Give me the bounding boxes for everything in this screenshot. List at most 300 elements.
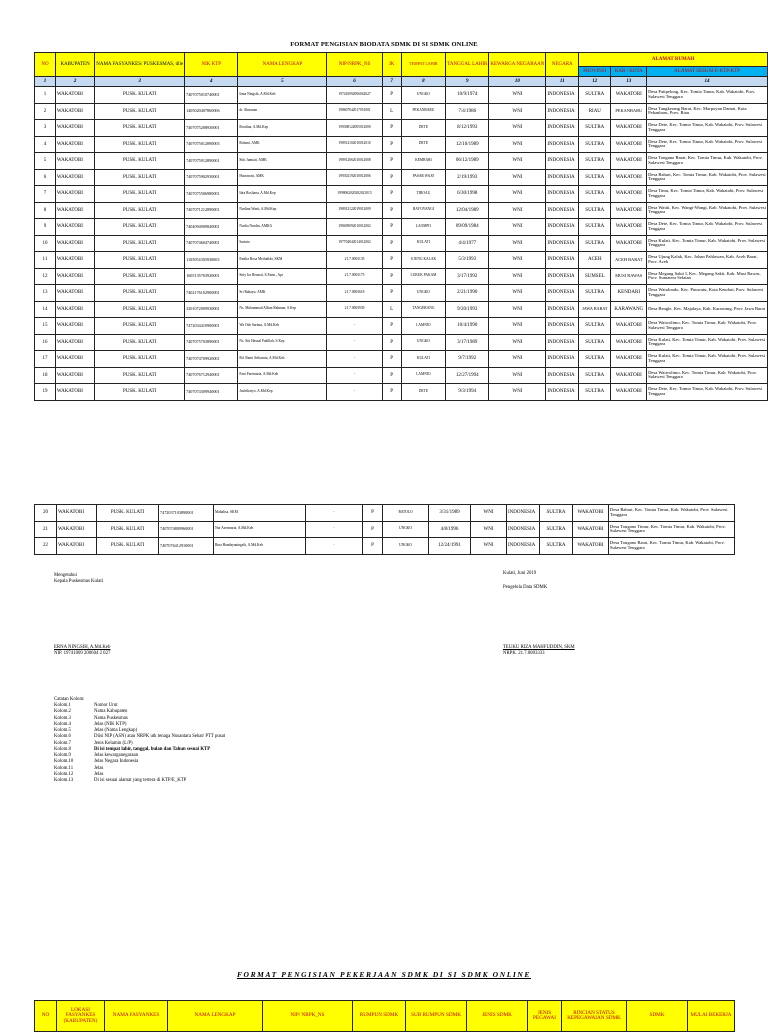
kewarganegaraan-cell: WNI [489,351,546,368]
header-kabupaten: KABUPATEN [55,53,94,77]
nik-cell: 7407075506980001 [185,186,238,203]
table-row [35,169,768,186]
sign-right-place: Kulati, Juni 2019 [503,571,537,576]
nama-cell: Sarinia [238,235,327,252]
kabupaten-cell: WAKATOBI [55,384,94,401]
nip-cell: - [306,538,363,555]
nama-cell: Hasrawati, AMK [238,169,327,186]
provinsi-cell: JAWA BARAT [579,301,611,318]
nip-cell: 21.7.0003175 [327,268,382,285]
tempat-lahir-cell: UJUNG KALAK [401,252,446,269]
provinsi-cell: SULTRA [579,169,611,186]
kab-kota-cell: WAKATOBI [611,318,647,335]
provinsi-cell: SULTRA [540,505,573,522]
header-fasyankes: NAMA FASYANKES/ PUSKESMAS, dlle [95,53,185,77]
kewarganegaraan-cell: WNI [489,202,546,219]
tanggal-lahir-cell: 9/3/1994 [446,384,489,401]
pekerjaan-header-cell: LOKASI FASYANKES (KABUPATEN) [57,1001,105,1032]
header-provinsi: PROVINSI [579,67,611,77]
tempat-lahir-cell: DETE [401,120,446,137]
provinsi-cell: SUMSEL [579,268,611,285]
note-value: Nama Kabupaten [94,709,128,715]
negara-cell: INDONESIA [507,505,540,522]
row-number: 4 [35,136,56,153]
jk-cell: P [382,235,401,252]
nik-cell: 7407075912890001 [185,153,238,170]
negara-cell: INDONESIA [546,301,579,318]
kabupaten-cell: WAKATOBI [55,285,94,302]
nama-cell: Fani Fareinaria, A.Md.Keb [238,367,327,384]
tempat-lahir-cell: BATOLO [383,505,429,522]
nik-cell: 7407075208930001 [185,120,238,137]
tempat-lahir-cell: TIROAU [401,186,446,203]
jk-cell: P [363,521,383,538]
fasyankes-cell: PUSK. KULATI [95,153,185,170]
note-key: Kolom.1 [54,703,71,709]
sign-left-name: ERNA NINGSIH, A.Md.Keb [54,645,111,650]
row-number: 8 [35,202,56,219]
row-number: 19 [35,384,56,401]
alamat-cell: Desa Dete, Kec. Tomia Timur, Kab. Wakatobi, Prov. Sulawesi Tenggara [647,384,768,401]
table-row [35,334,768,351]
nip-cell: 21.7.0003939 [327,301,382,318]
pekerjaan-header-cell: RUMPUN SDMK [353,1001,406,1032]
jk-cell: P [382,136,401,153]
jk-cell: P [382,334,401,351]
sign-right-name: TEUKU RIZA MAHFUDDIN, SKM [503,645,575,650]
jk-cell: P [382,318,401,335]
row-number: 5 [35,153,56,170]
nik-cell: 7407075703890001 [185,334,238,351]
kabupaten-cell: WAKATOBI [57,505,97,522]
alamat-cell: Desa Kulati, Kec. Tomia Timur, Kab. Wakatobi, Prov. Sulawesi Tenggara [647,351,768,368]
signature-right [503,571,547,591]
kewarganegaraan-cell: WNI [489,235,546,252]
provinsi-cell: SULTRA [540,538,573,555]
column-number-row [35,77,768,87]
alamat-cell: Desa Bengle, Kec. Majalaya, Kab. Karawang, Prov. Jawa Barat [647,301,768,318]
negara-cell: INDONESIA [546,186,579,203]
kab-kota-cell: WAKATOBI [611,351,647,368]
alamat-cell: Desa Ujung Kalak, Kec. Johan Pahlawan, Kab. Aceh Barat, Prov. Aceh [647,252,768,269]
alamat-cell: Desa Timu, Kec. Tomia Timur, Kab. Wakatobi, Prov. Sulawesi Tenggara [647,186,768,203]
nama-cell: Nurlia Nurdin, AMKG [238,219,327,236]
table-row [35,153,768,170]
nik-cell: 7404094909840001 [185,219,238,236]
note-value: Nama Puskesmas [94,715,128,721]
kewarganegaraan-cell: WNI [489,87,546,104]
fasyankes-cell: PUSK. KULATI [95,136,185,153]
nik-cell: 7407075012890003 [185,136,238,153]
table-row [35,268,768,285]
tempat-lahir-cell: LAMNIO [401,318,446,335]
fasyankes-cell: PUSK. KULATI [95,87,185,104]
tanggal-lahir-cell: 2/19/1993 [446,169,489,186]
nik-cell: 7407071212890001 [185,202,238,219]
pekerjaan-header-cell: NO [35,1001,57,1032]
tempat-lahir-cell: UNGKO [383,538,429,555]
tempat-lahir-cell: UNGKO [401,334,446,351]
tanggal-lahir-cell: 9/7/1992 [446,351,489,368]
header-no: NO [35,53,56,77]
jk-cell: P [382,268,401,285]
nik-cell: 7402176102900001 [185,285,238,302]
nama-cell: Rd. Ranti Srikurnia, A.Md.Keb [238,351,327,368]
alamat-cell: Desa Tongano Barat, Kec. Tomia Timur, Kab. Wakatobi, Prov. Sulawesi Tenggara [647,153,768,170]
provinsi-cell: RIAU [579,103,611,120]
tempat-lahir-cell: UNGKO [401,87,446,104]
nama-cell: Mahalisa, SKM [214,505,306,522]
negara-cell: INDONESIA [546,367,579,384]
tempat-lahir-cell: BAYOYANGI [401,202,446,219]
kabupaten-cell: WAKATOBI [55,334,94,351]
jk-cell: P [382,252,401,269]
jk-cell: P [382,87,401,104]
negara-cell: INDONESIA [546,285,579,302]
alamat-cell: Desa Tongano Timur, Kec. Tomia Timur, Kab. Wakatobi, Prov. Sulawesi Tenggara [609,521,735,538]
page-title: FORMAT PENGISIAN BIODATA SDMK DI SI SDMK ONLINE [290,41,478,48]
kab-kota-cell: WAKATOBI [611,153,647,170]
kab-kota-cell: KARAWANG [611,301,647,318]
nama-cell: Idra Rosliana, A.Md.Kep [238,186,327,203]
negara-cell: INDONESIA [546,103,579,120]
nik-cell: 1405020407860006 [185,103,238,120]
negara-cell: INDONESIA [546,87,579,104]
tempat-lahir-cell: TANGERANG [401,301,446,318]
row-number: 7 [35,186,56,203]
col-number: 3 [95,77,185,87]
fasyankes-cell: PUSK. KULATI [95,285,185,302]
alamat-cell: Desa Waiwolimo, Kec. Tomia Timur, Kab. Wakatobi, Prov. Sulawesi Tenggara [647,318,768,335]
jk-cell: L [382,301,401,318]
row-number: 17 [35,351,56,368]
negara-cell: INDONESIA [546,384,579,401]
kab-kota-cell: KENDARI [611,285,647,302]
row-number: 18 [35,367,56,384]
jk-cell: P [363,505,383,522]
pekerjaan-header-cell: JENIS PEGAWAI [528,1001,562,1032]
provinsi-cell: SULTRA [579,285,611,302]
row-number: 12 [35,268,56,285]
table-row [35,538,735,555]
nip-cell: 197410092006042027 [327,87,382,104]
kab-kota-cell: WAKATOBI [611,334,647,351]
note-value: Jelas [94,765,104,771]
row-number: 11 [35,252,56,269]
kab-kota-cell: WAKATOBI [611,202,647,219]
pekerjaan-header-cell: SDMK [627,1001,688,1032]
alamat-cell: Desa Dete, Kec. Tomia Timur, Kab. Wakatobi, Prov. Sulawesi Tenggara [647,219,768,236]
nama-cell: Irma Ningsih, A.Md.Keb [238,87,327,104]
alamat-cell: Desa Kulati, Kec. Tomia Timur, Kab. Wakatobi, Prov. Sulawesi Tenggara [647,235,768,252]
tempat-lahir-cell: KEMBARI [401,153,446,170]
nama-cell: Jusfriharyo, A.Md.Kep [238,384,327,401]
kewarganegaraan-cell: WNI [489,136,546,153]
provinsi-cell: SULTRA [579,235,611,252]
signature-left-name-block [54,645,110,657]
tanggal-lahir-cell: 10/4/1990 [446,318,489,335]
provinsi-cell: SULTRA [579,384,611,401]
nip-cell: - [306,505,363,522]
col-number: 10 [489,77,546,87]
alamat-cell: Desa Tangkerang Barat, Kec. Marpoyan Damai, Kota Pekanbaru, Prov. Riau [647,103,768,120]
row-number: 16 [35,334,56,351]
note-key: Kolom.10 [54,759,74,765]
row-number: 13 [35,285,56,302]
sign-left-line2: Kepala Puskesmas Kulati [54,578,104,584]
signature-right-name-block [503,645,575,657]
provinsi-cell: SULTRA [579,219,611,236]
header-tempat-lahir: TEMPAT LAHIR [401,53,446,77]
nama-cell: Sri Rahayu, AMK [238,285,327,302]
table-row [35,219,768,236]
row-number: 3 [35,120,56,137]
fasyankes-cell: PUSK. KULATI [95,367,185,384]
jk-cell: P [382,186,401,203]
kabupaten-cell: WAKATOBI [55,186,94,203]
negara-cell: INDONESIA [546,268,579,285]
jk-cell: P [382,120,401,137]
fasyankes-cell: PUSK. KULATI [95,252,185,269]
col-number: 4 [185,77,238,87]
table-row [35,285,768,302]
nip-cell: 199302192010012006 [327,169,382,186]
fasyankes-cell: PUSK. KULATI [95,202,185,219]
kewarganegaraan-cell: WNI [489,334,546,351]
table-row [35,318,768,335]
header-kab-kota: KAB / KOTA [611,67,647,77]
kewarganegaraan-cell: WNI [471,538,507,555]
note-value: Jelas (NIK KTP) [94,721,127,727]
jk-cell: P [382,202,401,219]
row-number: 21 [35,521,57,538]
tanggal-lahir-cell: 6/30/1998 [446,186,489,203]
jk-cell: P [382,351,401,368]
kabupaten-cell: WAKATOBI [55,301,94,318]
kabupaten-cell: WAKATOBI [55,252,94,269]
nip-cell: 21.7.0003135 [327,252,382,269]
row-number: 22 [35,538,57,555]
nik-cell: 7407075902930001 [185,169,238,186]
nip-cell: 1998062020202021015 [327,186,382,203]
tanggal-lahir-cell: 4/4/1977 [446,235,489,252]
nip-cell: - [327,351,382,368]
tanggal-lahir-cell: 09/09/1984 [446,219,489,236]
nama-cell: Ns. Siti Hasnal Fadillah, S.Kep [238,334,327,351]
note-value: Jelas (Nama Lengkap) [94,728,138,734]
tanggal-lahir-cell: 9/20/1993 [446,301,489,318]
header-tanggal-lahir: TANGGAL LAHIR [446,53,489,77]
tempat-lahir-cell: DETE [401,136,446,153]
kewarganegaraan-cell: WNI [489,169,546,186]
row-number: 10 [35,235,56,252]
kab-kota-cell: WAKATOBI [611,384,647,401]
header-alamat-rumah: ALAMAT RUMAH [579,53,768,67]
provinsi-cell: SULTRA [579,136,611,153]
alamat-cell: Desa Bahari, Kec. Tomia Timur, Kab. Wakatobi, Prov. Sulawesi Tenggara [609,505,735,522]
table-row [35,120,768,137]
header-nik: NIK KTP [185,53,238,77]
notes-title: Catatan Kolom: [54,697,85,702]
fasyankes-cell: PUSK. KULATI [95,318,185,335]
table-row [35,384,768,401]
tempat-lahir-cell: UNGKO [383,521,429,538]
nama-cell: dr. Ahmaran [238,103,327,120]
tanggal-lahir-cell: 3/17/1992 [446,268,489,285]
kab-kota-cell: WAKATOBI [573,505,609,522]
tanggal-lahir-cell: 5/3/1993 [446,252,489,269]
negara-cell: INDONESIA [546,136,579,153]
tempat-lahir-cell: LAOMPO [401,219,446,236]
col-number: 9 [446,77,489,87]
jk-cell: P [382,367,401,384]
row-number: 9 [35,219,56,236]
alamat-cell: Desa Waitii, Kec. Wangi-Wangi, Kab. Wakatobi, Prov. Sulawesi Tenggara [647,202,768,219]
col-number: 7 [382,77,401,87]
provinsi-cell: SULTRA [579,334,611,351]
kewarganegaraan-cell: WNI [489,186,546,203]
kab-kota-cell: WAKATOBI [573,538,609,555]
fasyankes-cell: PUSK. KULATI [95,351,185,368]
nip-cell: 199308122005012000 [327,120,382,137]
nama-cell: Sitty Ira Renasti, S.Farm., Apt [238,268,327,285]
note-key: Kolom.3 [54,715,71,721]
row-number: 20 [35,505,57,522]
note-value: Jelas [94,771,104,777]
tanggal-lahir-cell: 4/8/1996 [429,521,471,538]
nip-cell: 198409092010012002 [327,219,382,236]
nik-cell: 7407074604740001 [185,235,238,252]
tempat-lahir-cell: KULATI [401,351,446,368]
nik-cell: 1605135703920001 [185,268,238,285]
negara-cell: INDONESIA [546,235,579,252]
sign-left-line1: Mengetahui [54,573,77,578]
fasyankes-cell: PUSK. KULATI [95,103,185,120]
row-number: 1 [35,87,56,104]
tanggal-lahir-cell: 2/21/1990 [446,285,489,302]
nik-cell: 7407076412910001 [159,538,214,555]
tanggal-lahir-cell: 10/9/1974 [446,87,489,104]
tanggal-lahir-cell: 8/12/1993 [446,120,489,137]
pekerjaan-header-cell: SUB RUMPUN SDMK [406,1001,467,1032]
header-nip: NIP/NRPK_NS [327,53,382,77]
jk-cell: P [363,538,383,555]
note-key: Kolom.4 [54,721,71,727]
kabupaten-cell: WAKATOBI [55,136,94,153]
kab-kota-cell: WAKATOBI [611,120,647,137]
table-row [35,301,768,318]
kabupaten-cell: WAKATOBI [57,538,97,555]
provinsi-cell: SULTRA [579,318,611,335]
column-notes [54,697,225,784]
kabupaten-cell: WAKATOBI [55,120,94,137]
fasyankes-cell: PUSK. KULATI [95,120,185,137]
alamat-cell: Desa Dete, Kec. Tomia Timur, Kab. Wakatobi, Prov. Sulawesi Tenggara [647,136,768,153]
table-row [35,87,768,104]
note-key: Kolom.12 [54,771,74,777]
kabupaten-cell: WAKATOBI [55,367,94,384]
kewarganegaraan-cell: WNI [471,521,507,538]
kabupaten-cell: WAKATOBI [55,235,94,252]
nip-cell: - [327,318,382,335]
tempat-lahir-cell: LUBUK PAKAM [401,268,446,285]
col-number: 5 [238,77,327,87]
biodata-table [34,52,768,401]
kab-kota-cell: PEKANBARU [611,103,647,120]
fasyankes-cell: PUSK. KULATI [95,334,185,351]
col-number: 1 [35,77,56,87]
sign-right-line2: Pengelola Data SDMK [503,584,548,590]
provinsi-cell: SULTRA [579,367,611,384]
tanggal-lahir-cell: 12/04/1989 [446,202,489,219]
table-row [35,186,768,203]
biodata-table-continued [34,504,735,555]
row-number: 15 [35,318,56,335]
signature-left [54,573,103,585]
tanggal-lahir-cell: 3/31/1989 [429,505,471,522]
kabupaten-cell: WAKATOBI [55,219,94,236]
table-row [35,252,768,269]
kewarganegaraan-cell: WNI [471,505,507,522]
note-value: Nomor Urut [94,703,118,709]
tanggal-lahir-cell: 3/17/1989 [446,334,489,351]
kab-kota-cell: MUSI RAWAS [611,268,647,285]
fasyankes-cell: PUSK. KULATI [95,384,185,401]
tempat-lahir-cell: LAMNIO [401,367,446,384]
negara-cell: INDONESIA [546,334,579,351]
table-row [35,235,768,252]
pekerjaan-header-cell: NAMA LENGKAP [168,1001,263,1032]
kabupaten-cell: WAKATOBI [57,521,97,538]
nama-cell: Rosdina, A.Md.Kep [238,120,327,137]
provinsi-cell: ACEH [579,252,611,269]
nik-cell: 7407074809960001 [159,521,214,538]
negara-cell: INDONESIA [507,521,540,538]
jk-cell: P [382,219,401,236]
fasyankes-cell: PUSK. KULATI [97,521,159,538]
fasyankes-cell: PUSK. KULATI [97,538,159,555]
nip-cell: - [327,367,382,384]
kabupaten-cell: WAKATOBI [55,318,94,335]
negara-cell: INDONESIA [546,169,579,186]
note-key: Kolom.5 [54,728,71,734]
col-number: 2 [55,77,94,87]
nik-cell: 7472034410900001 [185,318,238,335]
kab-kota-cell: WAKATOBI [611,367,647,384]
nama-cell: Sitti Jumiati, AMK [238,153,327,170]
alamat-cell: Desa Kulati, Kec. Tomia Timur, Kab. Wakatobi, Prov. Sulawesi Tenggara [647,334,768,351]
nip-cell: 197704042014012002 [327,235,382,252]
row-number: 2 [35,103,56,120]
kab-kota-cell: WAKATOBI [611,235,647,252]
note-key: Kolom.13 [54,778,74,784]
provinsi-cell: SULTRA [579,87,611,104]
provinsi-cell: SULTRA [579,351,611,368]
nip-cell: 198912122019012009 [327,202,382,219]
sign-left-nip: NIP. 19741009 200604 2 027 [54,650,111,656]
nik-cell: 7407075010740001 [185,87,238,104]
tanggal-lahir-cell: 12/27/1994 [446,367,489,384]
tempat-lahir-cell: KULATI [401,235,446,252]
kabupaten-cell: WAKATOBI [55,87,94,104]
row-number: 14 [35,301,56,318]
provinsi-cell: SULTRA [579,202,611,219]
header-negara: NEGARA [546,53,579,77]
provinsi-cell: SULTRA [579,186,611,203]
pekerjaan-header-cell: RINCIAN STATUS KEPEGAWAIAN SDMK [562,1001,627,1032]
nama-cell: Rohani, AMK [238,136,327,153]
kewarganegaraan-cell: WNI [489,384,546,401]
